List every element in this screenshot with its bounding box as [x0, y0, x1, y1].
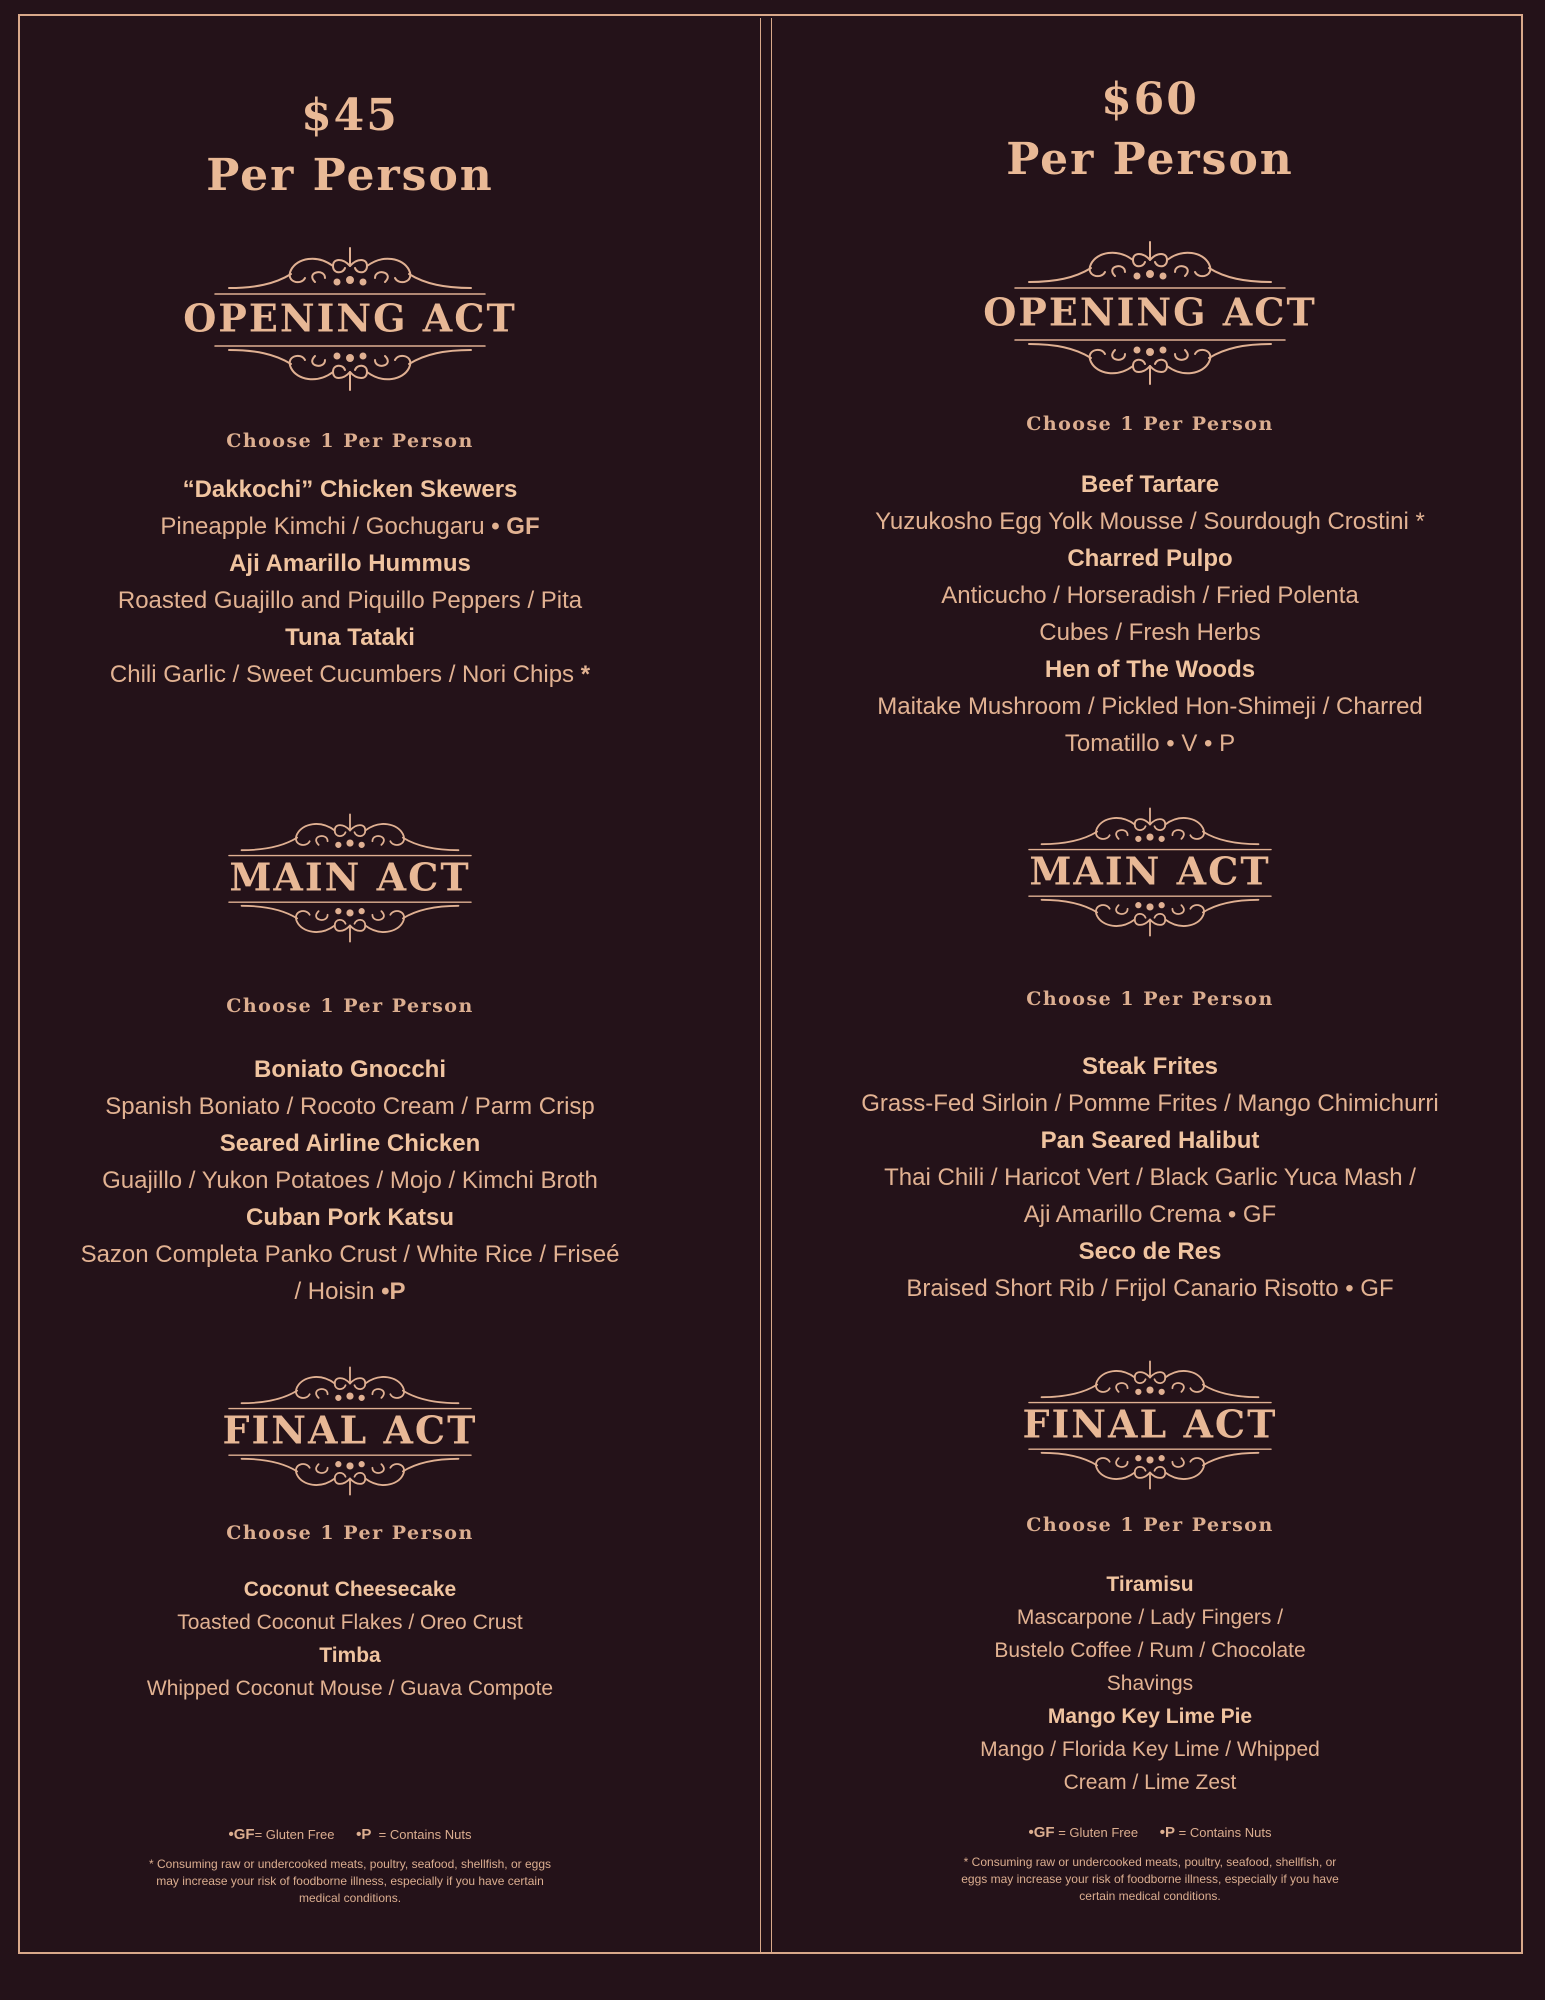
dish-description: Yuzukosho Egg Yolk Mousse / Sourdough Crostini *	[875, 508, 1425, 535]
menu-items	[20, 1051, 680, 1310]
dish-description: Sazon Completa Panko Crust / White Rice / Friseé / Hoisin •P	[80, 1241, 620, 1305]
dish-name: Tiramisu	[1106, 1573, 1194, 1596]
dish-name: Coconut Cheesecake	[243, 1578, 457, 1601]
dish-name: Boniato Gnocchi	[254, 1056, 446, 1083]
column-divider	[771, 18, 772, 1952]
choose-instruction: Choose 1 Per Person	[226, 430, 474, 452]
menu-items	[780, 1048, 1520, 1307]
dish-name: Pan Seared Halibut	[1040, 1127, 1260, 1154]
dish-description: Chili Garlic / Sweet Cucumbers / Nori Chips *	[109, 661, 591, 688]
section-title: MAIN ACT	[1029, 848, 1271, 894]
main-act-crest	[20, 803, 680, 953]
choose-instruction: Choose 1 Per Person	[226, 1522, 474, 1544]
dish-name: Hen of The Woods	[1044, 656, 1256, 683]
choose-instruction: Choose 1 Per Person	[226, 995, 474, 1017]
menu-column-45	[20, 0, 680, 2000]
health-advisory: * Consuming raw or undercooked meats, poultry, seafood, shellfish, or eggs may increase your risk of foodborne illness, especially if you have certain medical conditions.	[961, 1855, 1339, 1903]
dish-description: Pineapple Kimchi / Gochugaru • GF	[160, 513, 540, 540]
health-advisory: * Consuming raw or undercooked meats, poultry, seafood, shellfish, or eggs may increase your risk of foodborne illness, especially if you have certain medical conditions.	[149, 1857, 551, 1905]
price: $60	[1101, 74, 1199, 125]
opening-act-crest	[20, 244, 680, 394]
main-act-crest	[780, 797, 1520, 947]
dish-description: Mascarpone / Lady Fingers / Bustelo Coffee / Rum / Chocolate Shavings	[994, 1606, 1306, 1695]
dish-description: Anticucho / Horseradish / Fried Polenta Cubes / Fresh Herbs	[941, 582, 1359, 646]
dish-description: Thai Chili / Haricot Vert / Black Garlic Yuca Mash / Aji Amarillo Crema • GF	[884, 1164, 1416, 1228]
choose-instruction: Choose 1 Per Person	[1026, 413, 1274, 435]
section-title: FINAL ACT	[222, 1407, 478, 1453]
final-act-crest	[780, 1350, 1520, 1500]
dish-description: Whipped Coconut Mouse / Guava Compote	[146, 1677, 554, 1700]
dish-description: Grass-Fed Sirloin / Pomme Frites / Mango Chimichurri	[861, 1090, 1439, 1117]
section-title: OPENING ACT	[183, 295, 517, 341]
dish-name: Charred Pulpo	[1067, 545, 1233, 572]
final-act-crest	[20, 1356, 680, 1506]
choose-instruction: Choose 1 Per Person	[1026, 1514, 1274, 1536]
per-person-label: Per Person	[206, 150, 494, 201]
opening-act-crest	[780, 238, 1520, 388]
dish-name: Aji Amarillo Hummus	[229, 550, 471, 577]
dish-name: Seco de Res	[1078, 1238, 1222, 1265]
price: $45	[301, 90, 399, 141]
dish-description: Toasted Coconut Flakes / Oreo Crust	[177, 1611, 523, 1634]
column-divider	[760, 18, 761, 1952]
section-title: MAIN ACT	[229, 854, 471, 900]
per-person-label: Per Person	[1006, 134, 1294, 185]
dish-name: Steak Frites	[1081, 1053, 1219, 1080]
section-title: FINAL ACT	[1022, 1401, 1278, 1447]
dish-name: Tuna Tataki	[285, 624, 415, 651]
dish-description: Spanish Boniato / Rocoto Cream / Parm Crisp	[105, 1093, 595, 1120]
menu-items	[780, 1568, 1520, 1799]
dish-name: “Dakkochi” Chicken Skewers	[182, 476, 518, 503]
menu-column-60	[780, 0, 1520, 2000]
dish-name: Seared Airline Chicken	[219, 1130, 481, 1157]
dish-description: Maitake Mushroom / Pickled Hon-Shimeji / Charred Tomatillo • V • P	[877, 693, 1423, 757]
dish-description: Braised Short Rib / Frijol Canario Risotto • GF	[906, 1275, 1394, 1302]
dish-name: Cuban Pork Katsu	[245, 1204, 455, 1231]
menu-items	[780, 466, 1520, 762]
allergen-legend: •GF= Gluten Free •P = Contains Nuts	[228, 1826, 472, 1843]
allergen-legend: •GF = Gluten Free •P = Contains Nuts	[1028, 1824, 1272, 1841]
section-title: OPENING ACT	[983, 289, 1317, 335]
menu-items	[20, 471, 680, 693]
menu-items	[20, 1573, 680, 1705]
dish-name: Timba	[319, 1644, 381, 1667]
dish-description: Mango / Florida Key Lime / Whipped Cream / Lime Zest	[980, 1738, 1320, 1794]
dish-description: Roasted Guajillo and Piquillo Peppers / Pita	[117, 587, 583, 614]
choose-instruction: Choose 1 Per Person	[1026, 988, 1274, 1010]
dish-description: Guajillo / Yukon Potatoes / Mojo / Kimchi Broth	[102, 1167, 598, 1194]
dish-name: Mango Key Lime Pie	[1047, 1705, 1253, 1728]
dish-name: Beef Tartare	[1080, 471, 1220, 498]
